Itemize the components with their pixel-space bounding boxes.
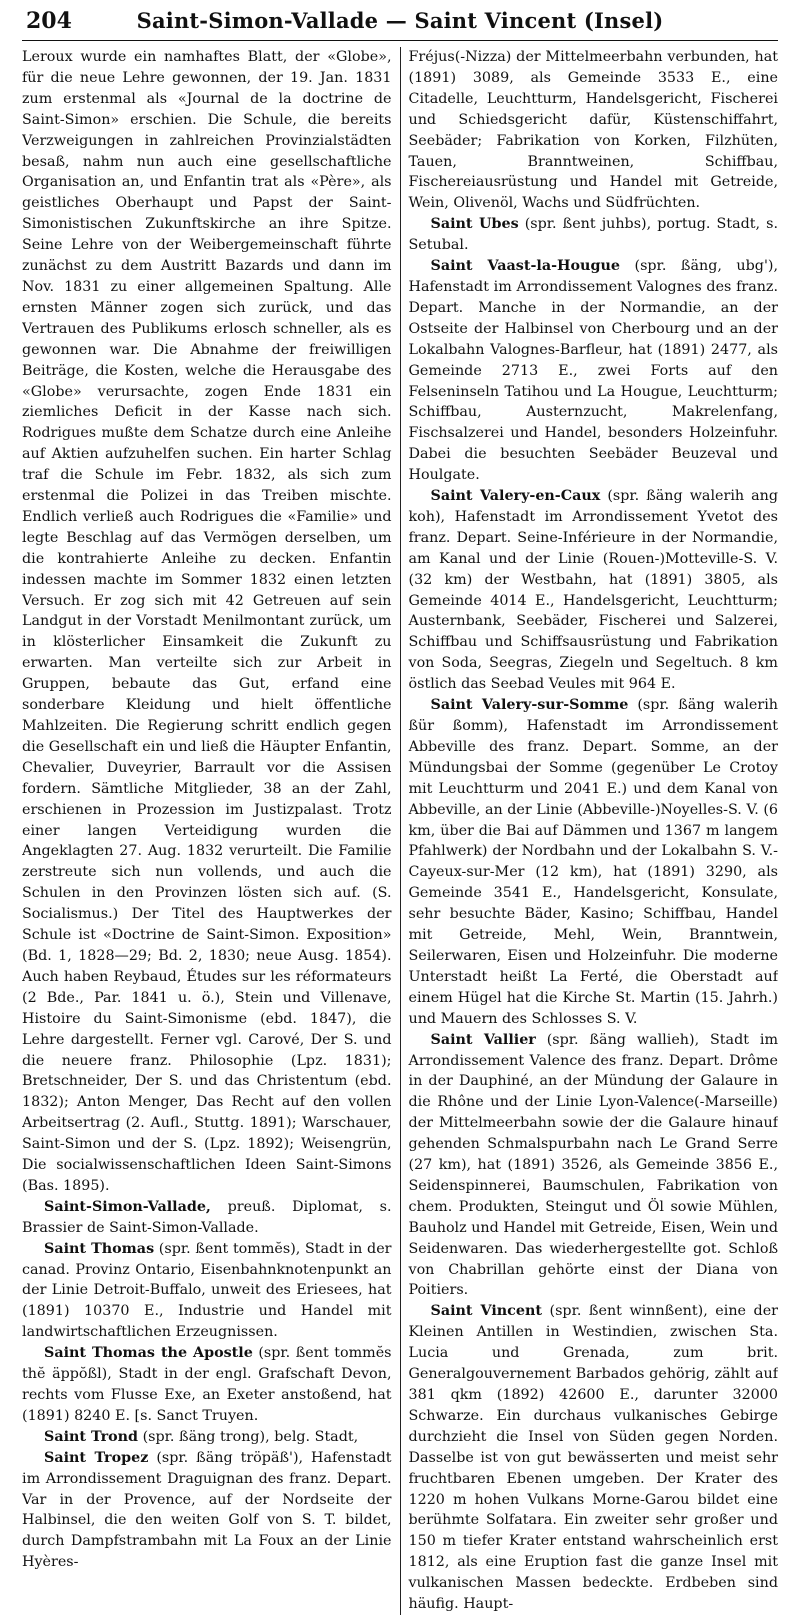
dictionary-entry bbox=[409, 1030, 779, 1302]
entry-headword: Saint Valery-sur-Somme bbox=[430, 697, 629, 714]
entry-headword: Saint Vincent bbox=[430, 1303, 542, 1320]
page-header bbox=[22, 8, 778, 41]
entry-headword: Saint Ubes bbox=[430, 216, 519, 233]
entry-headword: Saint-Simon-Vallade, bbox=[44, 1198, 211, 1215]
left-column bbox=[22, 47, 398, 1615]
entry-headword: Saint Vallier bbox=[430, 1031, 536, 1048]
entry-text: (spr. ßäng trong), belg. Stadt, bbox=[138, 1428, 359, 1445]
entry-text: (spr. ßäng wallieh), Stadt im Arrondissement Valence des franz. Depart. Drôme in der Dauphiné, an der Mündung der Galaure in die Rhône und der Linie Lyon-Valence(-Marseille) der Mittelmeerbahn sowie der die Galaure hinauf gehenden Schmalspurbahn nach Le Grand Serre (27 km), hat (1891) 3526, als Gemeinde 3856 E., Seidenspinnerei, Baumschulen, Fabrikation von chem. Produkten, Steingut und Öl sowie Mühlen, Bauholz und Handel mit Getreide, Eisen, Wein und Seidenwaren. Das wiederhergestellte got. Schloß von Chabrillan gehörte einst der Diana von Poitiers. bbox=[408, 1031, 778, 1299]
dictionary-entry bbox=[22, 1448, 392, 1573]
dictionary-entry bbox=[409, 1301, 779, 1615]
entry-headword: Saint Vaast-la-Hougue bbox=[430, 258, 620, 275]
entry-text: (spr. ßent juhbs), portug. Stadt, s. Setubal. bbox=[408, 216, 778, 254]
page-number: 204 bbox=[26, 8, 72, 34]
entry-text: (spr. ßäng tröpäß'), Hafenstadt im Arrondissement Draguignan des franz. Depart. Var in der Provence, auf der Nordseite der Halbinsel, die den weiten Golf von S. T. bildet, durch Dampfstrambahn mit La Foux an der Linie Hyères- bbox=[22, 1449, 392, 1571]
right-column bbox=[403, 47, 779, 1615]
entry-text: (spr. ßäng walerih ßür ßomm), Hafenstadt im Arrondissement Abbeville des franz. Depart. Somme, an der Mündungsbai der Somme (gegenüber Le Crotoy mit Leuchtturm und 2041 E.) und dem Kanal von Abbeville, an der Linie (Abbeville-)Noyelles-S. V. (6 km, über die Bai auf Dämmen und 1367 m langem Pfahlwerk) der Nordbahn und der Lokalbahn S. V.-Cayeux-sur-Mer (12 km), hat (1891) 3290, als Gemeinde 3541 E., Handelsgericht, Konsulate, sehr besuchte Bäder, Kasino; Schiffbau, Handel mit Getreide, Mehl, Wein, Branntwein, Seilerwaren, Eisen und Holzeinfuhr. Die moderne Unterstadt heißt La Ferté, die Oberstadt auf einem Hügel hat die Kirche St. Martin (15. Jahrh.) und Mauern des Schlosses S. V. bbox=[408, 697, 778, 1027]
entry-text: (spr. ßent tommĕs thĕ äppŏßl), Stadt in der engl. Grafschaft Devon, rechts vom Flusse Exe, an Exeter anstoßend, hat (1891) 8240 E. [s. Sanct Truyen. bbox=[22, 1345, 392, 1424]
entry-headword: Saint Thomas the Apostle bbox=[44, 1345, 253, 1362]
continued-text: Fréjus(-Nizza) der Mittelmeerbahn verbunden, hat (1891) 3089, als Gemeinde 3533 E., eine Citadelle, Leuchtturm, Handelsgericht, Fischerei und Schiedsgericht dafür, Küstenschiffahrt, Seebäder; Fabrikation von Korken, Filzhüten, Tauen, Branntweinen, Schiffbau, Fischereiausrüstung und Handel mit Getreide, Wein, Olivenöl, Wachs und Südfrüchten. bbox=[408, 49, 778, 212]
dictionary-entry bbox=[22, 1239, 392, 1344]
dictionary-entry bbox=[409, 214, 779, 256]
entry-headword: Saint Valery-en-Caux bbox=[430, 488, 601, 505]
entry-text: (spr. ßent tommĕs), Stadt in der canad. Provinz Ontario, Eisenbahnknotenpunkt an der Linie Detroit-Buffalo, unweit des Eriesees, hat (1891) 10370 E., Industrie und Handel mit landwirtschaftlichen Erzeugnissen. bbox=[22, 1240, 392, 1341]
dictionary-entry bbox=[22, 1427, 392, 1448]
text-columns bbox=[22, 47, 778, 1615]
entry-headword: Saint Thomas bbox=[44, 1240, 155, 1257]
dictionary-entry bbox=[409, 695, 779, 1030]
entry-text: preuß. Diplomat, s. Brassier de Saint-Simon-Vallade. bbox=[22, 1198, 392, 1236]
dictionary-entry bbox=[22, 1197, 392, 1239]
entry-headword: Saint Tropez bbox=[44, 1449, 149, 1466]
entry-text: (spr. ßent winnßent), eine der Kleinen Antillen in Westindien, zwischen Sta. Lucia und Grenada, zum brit. Generalgouvernement Barbados gehörig, zählt auf 381 qkm (1892) 42600 E., darunter 32000 Schwarze. Ein durchaus vulkanisches Gebirge durchzieht die Insel von Süden gegen Norden. Dasselbe ist von gut bewässerten und meist sehr fruchtbaren Ebenen umgeben. Der Krater des 1220 m hohen Vulkans Morne-Garou bildet eine berühmte Solfatara. Ein zweiter sehr großer und 150 m tiefer Krater entstand wahrscheinlich erst 1812, als eine Eruption fast die ganze Insel mit vulkanischen Massen bedeckte. Erdbeben sind häufig. Haupt- bbox=[408, 1303, 778, 1613]
dictionary-entry bbox=[22, 1343, 392, 1427]
column-divider bbox=[400, 47, 401, 1615]
entry-text: (spr. ßäng, ubg'), Hafenstadt im Arrondissement Valognes des franz. Depart. Manche in der Normandie, an der Ostseite der Halbinsel von Cherbourg und an der Lokalbahn Valognes-Barfleur, hat (1891) 2477, als Gemeinde 2713 E., zwei Forts auf den Felseninseln Tatihou und La Hougue, Leuchtturm; Schiffbau, Austernzucht, Makrelenfang, Fischsalzerei und Handel, besonders Holzeinfuhr. Dabei die besuchten Seebäder Beuzeval und Houlgate. bbox=[408, 258, 778, 484]
running-title: Saint-Simon-Vallade — Saint Vincent (Insel) bbox=[136, 8, 664, 33]
dictionary-entry bbox=[409, 256, 779, 486]
entry-headword: Saint Trond bbox=[44, 1428, 139, 1445]
dictionary-entry bbox=[409, 486, 779, 695]
continued-text: Leroux wurde ein namhaftes Blatt, der «Globe», für die neue Lehre gewonnen, der 19. Jan. 1831 zum erstenmal als «Journal de la doctrine de Saint-Simon» erschien. Die Schule, die bereits Verzweigungen in zahlreichen Provinzialstädten besaß, nahm nun auch eine gesellschaftliche Organisation an, und Enfantin trat als «Père», als geistliches Oberhaupt und Papst der Saint-Simonistischen Zukunftskirche an ihre Spitze. Seine Lehre von der Weibergemeinschaft führte zunächst zu dem Austritt Bazards und dann im Nov. 1831 zu einer allgemeinen Spaltung. Alle ernsten Männer zogen sich zurück, und das Vertrauen des Publikums erlosch schneller, als es gewonnen war. Die Abnahme der freiwilligen Beiträge, die Kosten, welche die Herausgabe des «Globe» verursachte, zogen Ende 1831 ein ziemliches Deficit in der Kasse nach sich. Rodrigues mußte dem Schatze durch eine Anleihe auf Aktien aufzuhelfen suchen. Ein harter Schlag traf die Schule im Febr. 1832, als sich zum erstenmal die Polizei in das Treiben mischte. Endlich verließ auch Rodrigues die «Familie» und legte Beschlag auf das Vermögen derselben, um die kontrahierte Anleihe zu decken. Enfantin indessen machte im Sommer 1832 einen letzten Versuch. Er zog sich mit 42 Getreuen auf sein Landgut in der Vorstadt Menilmontant zurück, um in klösterlicher Einsamkeit die Zukunft zu erwarten. Man verteilte sich zur Arbeit in Gruppen, bebaute das Gut, erfand eine sonderbare Kleidung und hielt öffentliche Mahlzeiten. Die Regierung schritt endlich gegen die Gesellschaft ein und ließ die Häupter Enfantin, Chevalier, Duveyrier, Barrault vor die Assisen fordern. Sämtliche Mitglieder, 38 an der Zahl, erschienen in Prozession im Justizpalast. Trotz einer langen Verteidigung wurden die Angeklagten 27. Aug. 1832 verurteilt. Die Familie zerstreute sich nun vollends, und auch die Schulen in den Provinzen lösten sich auf. (S. Socialismus.) Der Titel des Hauptwerkes der Schule ist «Doctrine de Saint-Simon. Exposition» (Bd. 1, 1828—29; Bd. 2, 1830; neue Ausg. 1854). Auch haben Reybaud, Études sur les réformateurs (2 Bde., Par. 1841 u. ö.), Stein und Villenave, Histoire du Saint-Simonisme (ebd. 1847), die Lehre dargestellt. Ferner vgl. Carové, Der S. und die neuere franz. Philosophie (Lpz. 1831); Bretschneider, Der S. und das Christentum (ebd. 1832); Anton Menger, Das Recht auf den vollen Arbeitsertrag (2. Aufl., Stuttg. 1891); Warschauer, Saint-Simon und der S. (Lpz. 1892); Weisengrün, Die socialwissenschaftlichen Ideen Saint-Simons (Bas. 1895). bbox=[22, 49, 392, 1194]
entry-text: (spr. ßäng walerih ang koh), Hafenstadt im Arrondissement Yvetot des franz. Depart. Seine-Inférieure in der Normandie, am Kanal und der Linie (Rouen-)Motteville-S. V. (32 km) der Westbahn, hat (1891) 3805, als Gemeinde 4014 E., Handelsgericht, Leuchtturm; Austernbank, Seebäder, Fischerei und Salzerei, Schiffbau und Schiffsausrüstung und Fabrikation von Soda, Seegras, Ziegeln und Segeltuch. 8 km östlich das Seebad Veules mit 964 E. bbox=[408, 488, 778, 693]
